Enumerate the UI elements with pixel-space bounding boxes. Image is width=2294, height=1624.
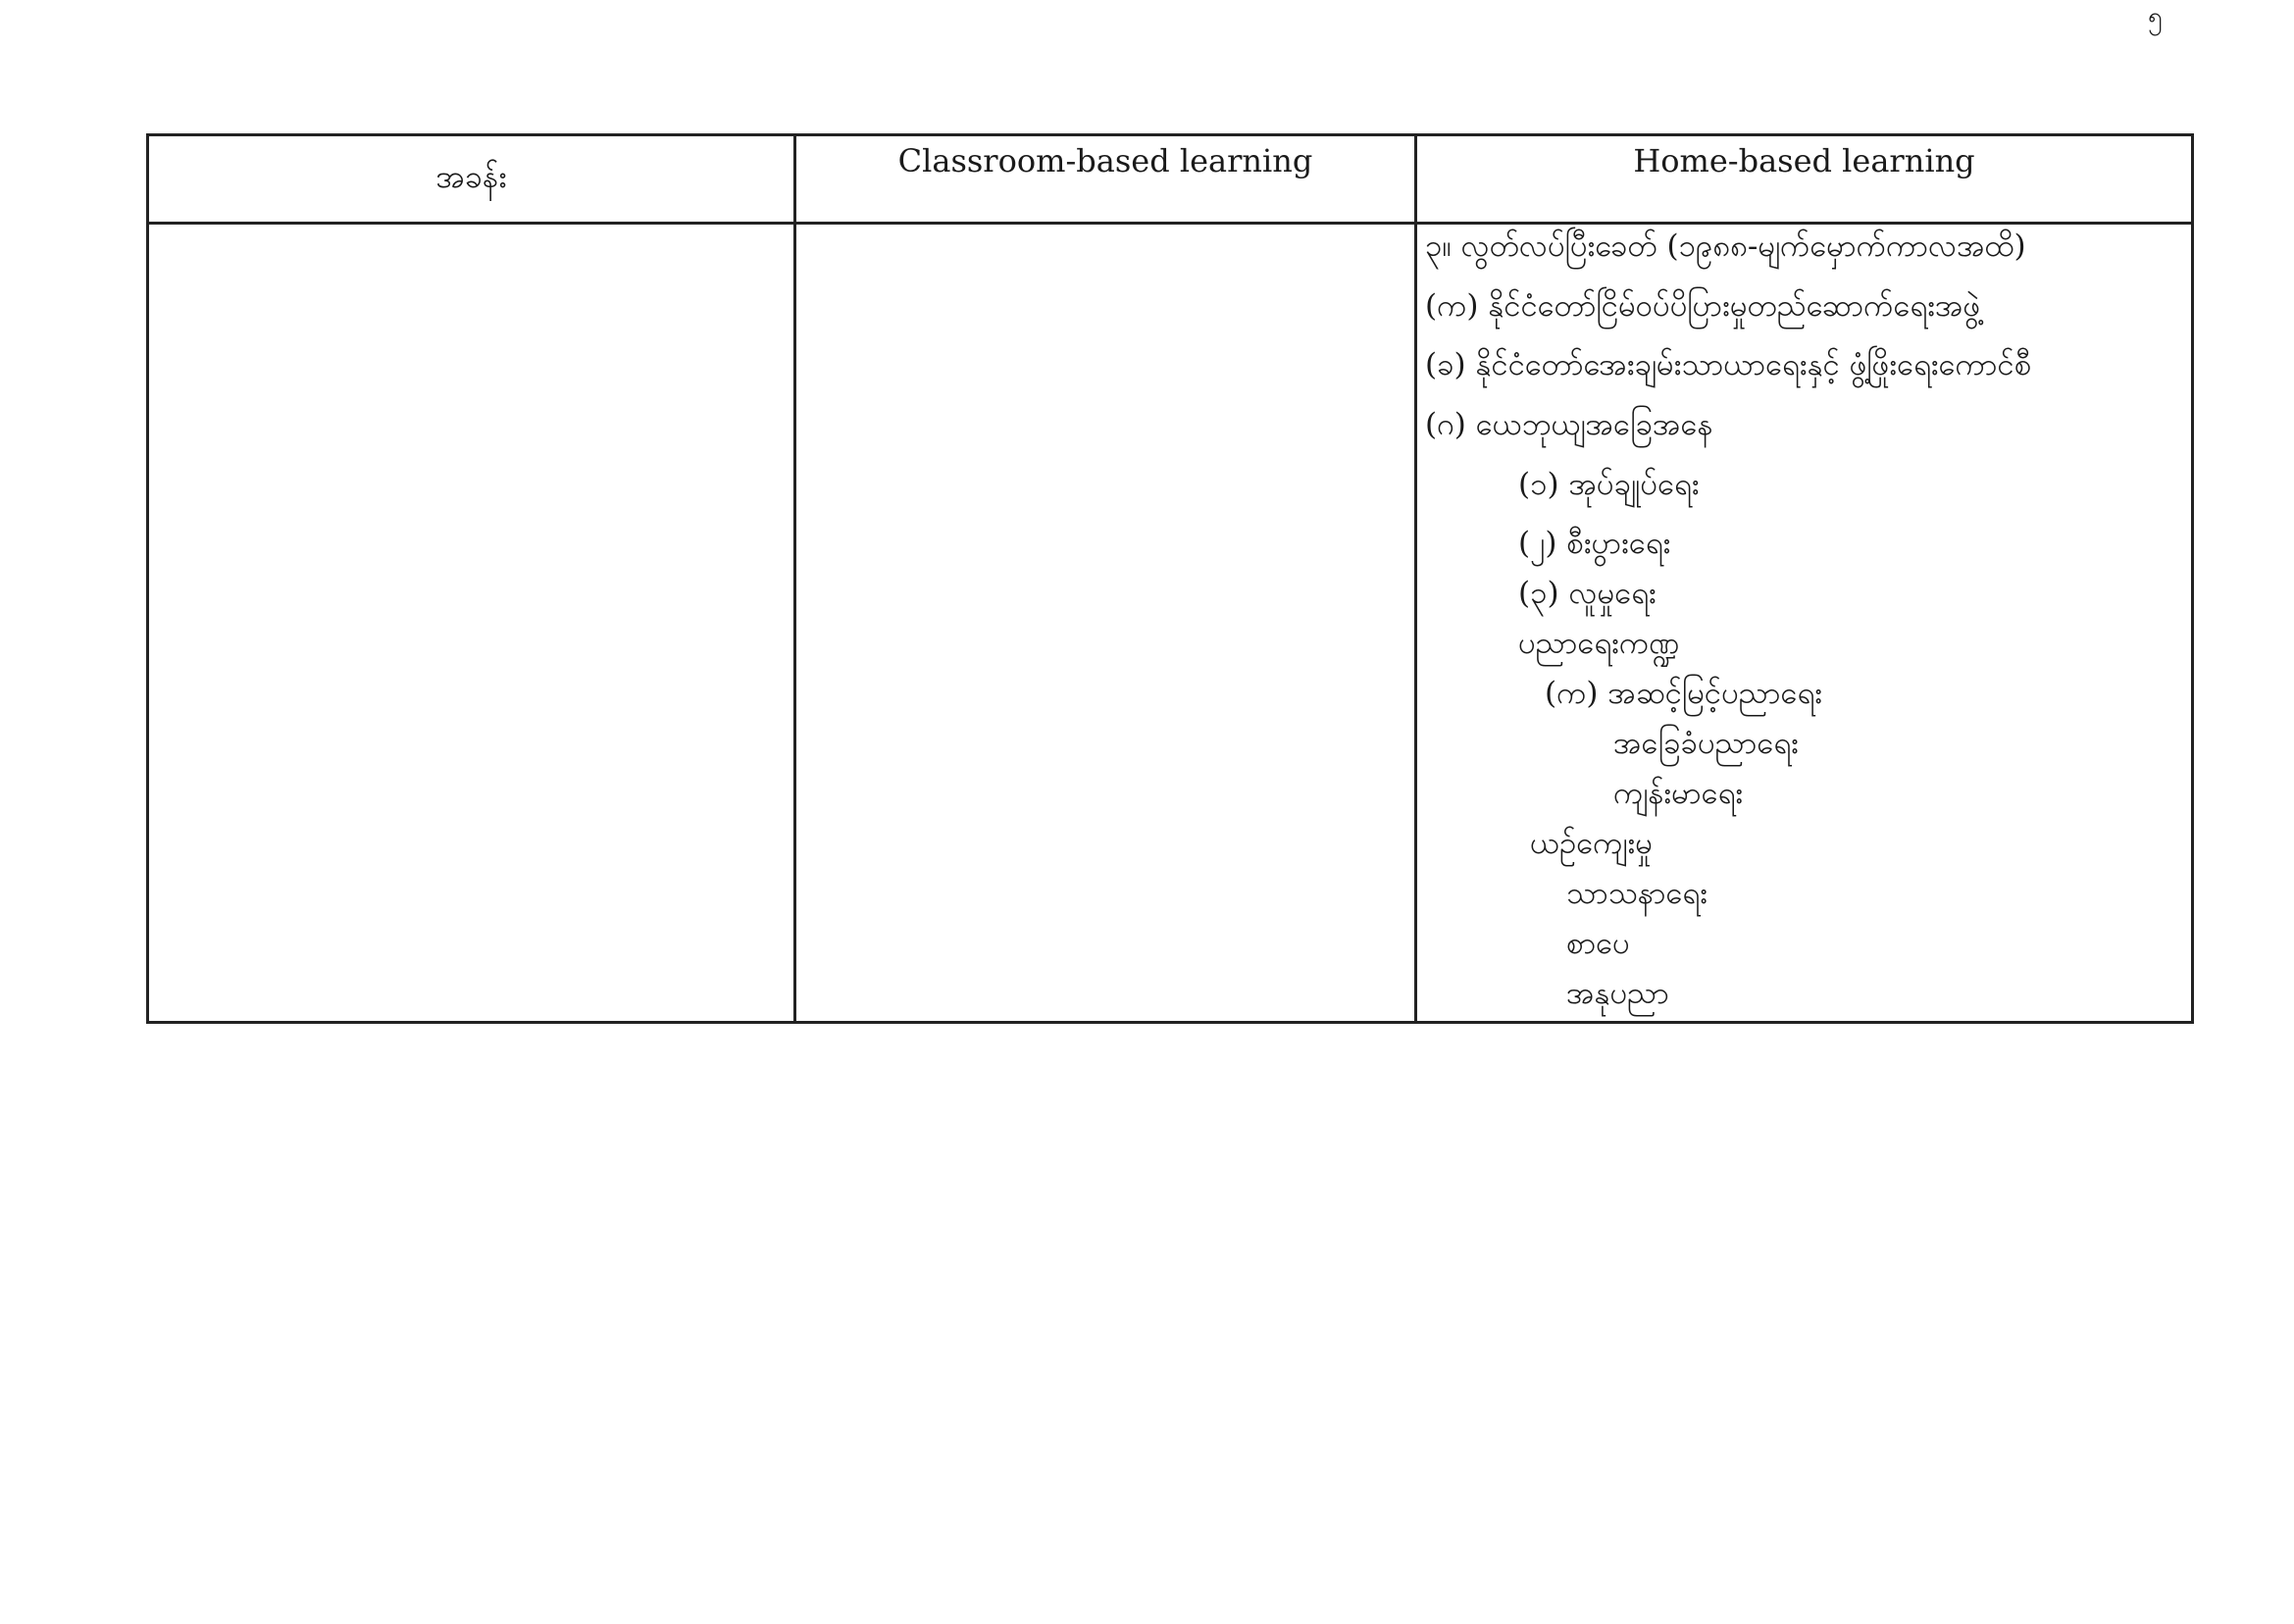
home-line-literature: စာပေ (1566, 926, 1630, 961)
topic-cell (148, 224, 795, 1023)
curriculum-table (146, 133, 2194, 1024)
header-home: Home-based learning (1416, 135, 2193, 224)
home-line-sub-1: (၁) အုပ်ချုပ်ရေး (1518, 467, 1700, 502)
classroom-cell (795, 224, 1416, 1023)
home-line-sub-3: (၃) လူမှုရေး (1518, 576, 1657, 611)
home-line-education-sector: ပညာရေးကဏ္ဍ (1518, 626, 1680, 661)
home-line-arts: အနုပညာ (1566, 976, 1669, 1011)
header-topic: အခန်း (148, 135, 795, 224)
home-line-health: ကျန်းမာရေး (1613, 776, 1744, 811)
table-header-row (148, 135, 2193, 224)
home-line-basic-education: အခြေခံပညာရေး (1613, 726, 1799, 761)
header-classroom: Classroom-based learning (795, 135, 1416, 224)
home-line-kha: (ခ) နိုင်ငံတော်အေးချမ်းသာယာရေးနှင့် ဖွံ့ဖြိုးရေးကောင်စီ (1425, 347, 2032, 382)
home-line-higher-education: (က) အဆင့်မြင့်ပညာရေး (1545, 676, 1823, 711)
home-line-religion: သာသနာရေး (1566, 876, 1708, 911)
home-line-section-3: ၃။ လွတ်လပ်ပြီးခေတ် (၁၉၈၈-မျက်မှောက်ကာလအထိ) (1425, 228, 2026, 264)
home-cell (1416, 224, 2193, 1023)
table-body-row (148, 224, 2193, 1023)
home-line-ga: (ဂ) ယေဘုယျအခြေအနေ (1425, 407, 1713, 442)
home-line-culture: ယဉ်ကျေးမှု (1530, 826, 1653, 861)
home-line-ka: (က) နိုင်ငံတော်ငြိမ်ဝပ်ပိပြားမှုတည်ဆောက်ရေးအဖွဲ့ (1425, 288, 1981, 324)
page-number: ၅ (2148, 2, 2163, 31)
home-line-sub-2: (၂) စီးပွားရေး (1518, 526, 1671, 561)
